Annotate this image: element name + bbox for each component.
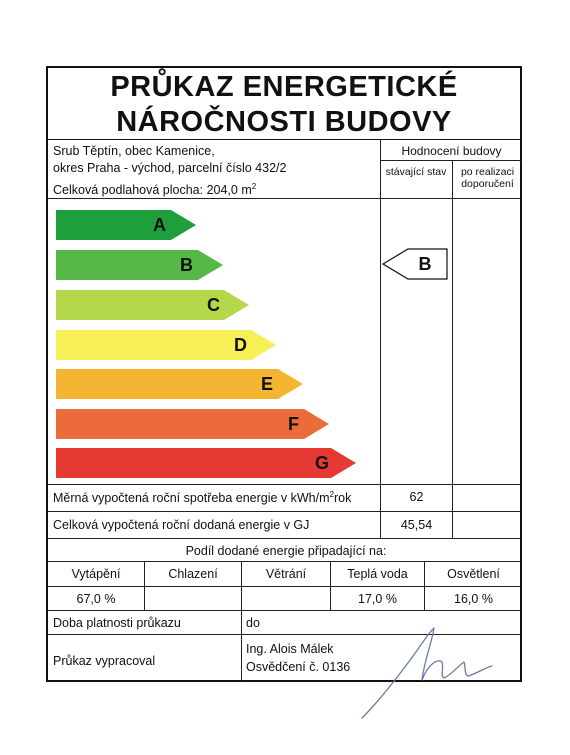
signature-image: [358, 622, 498, 722]
validity-value: do: [246, 616, 260, 630]
share-header-lighting: Osvětlení: [447, 567, 500, 581]
rating-col-current: stávající stav: [385, 166, 447, 178]
author-label: Průkaz vypracoval: [53, 654, 156, 668]
share-header-hot-water: Teplá voda: [347, 567, 408, 581]
rating-header-divider: [380, 160, 522, 161]
class-bar-c: [56, 290, 249, 320]
metrics-middle-divider: [48, 511, 520, 512]
class-letter-c: C: [207, 295, 220, 315]
validity-label: Doba platnosti průkazu: [53, 616, 181, 630]
share-header-heating: Vytápění: [71, 567, 121, 581]
class-bar-a: [56, 210, 196, 240]
class-arrow-c: [56, 290, 249, 320]
building-name-line-2: okres Praha - východ, parcelní číslo 432/2: [53, 161, 287, 175]
floor-area: [53, 182, 256, 197]
rating-subcolumn-divider: [452, 160, 453, 484]
share-values-divider: [48, 586, 520, 587]
specific-label-tail: rok: [333, 491, 352, 506]
share-top-divider: [48, 538, 520, 539]
total-energy-value: 45,54: [400, 518, 433, 532]
title-line-2: NÁROČNOSTI BUDOVY: [116, 106, 452, 138]
class-bar-g: [56, 448, 356, 478]
share-title: Podíl dodané energie připadající na:: [185, 544, 387, 558]
share-value-lighting: 16,0 %: [454, 592, 493, 606]
title-line-1: PRŮKAZ ENERGETICKÉ: [110, 71, 458, 103]
class-arrow-b: [56, 250, 223, 280]
specific-label-sup: 2: [329, 490, 334, 499]
author-certificate: Osvědčení č. 0136: [246, 660, 351, 674]
class-letter-g: G: [315, 453, 330, 473]
specific-consumption-value: 62: [409, 490, 424, 504]
share-header-cooling: Chlazení: [168, 567, 218, 581]
class-bar-b: [56, 250, 223, 280]
total-energy-label: Celková vypočtená roční dodaná energie v GJ: [53, 518, 310, 532]
specific-consumption-label: [53, 490, 351, 505]
class-arrow-d: [56, 330, 276, 360]
class-letter-b: B: [180, 255, 193, 275]
class-letter-f: F: [288, 414, 299, 434]
energy-certificate: [46, 66, 522, 682]
validity-top-divider: [48, 610, 520, 611]
building-name-line-1: Srub Těptín, obec Kamenice,: [53, 144, 215, 158]
share-header-top-divider: [48, 561, 520, 562]
current-class-letter: B: [418, 254, 432, 274]
share-value-hot-water: 17,0 %: [358, 592, 397, 606]
footer-col-divider: [241, 610, 242, 682]
class-letter-d: D: [234, 335, 247, 355]
class-arrow-g: [56, 448, 356, 478]
page-title: [48, 68, 520, 140]
rating-col-after: po realizaci doporučení: [460, 166, 515, 190]
class-arrow-f: [56, 409, 329, 439]
class-arrow-e: [56, 369, 303, 399]
specific-label-text: Měrná vypočtená roční spotřeba energie v kWh/m: [53, 491, 330, 506]
class-arrow-a: [56, 210, 196, 240]
floor-area-text: Celková podlahová plocha: 204,0 m: [53, 183, 252, 198]
class-letter-a: A: [153, 215, 166, 235]
floor-area-unit-sup: 2: [251, 182, 257, 191]
class-letter-e: E: [261, 374, 274, 394]
author-name: Ing. Alois Málek: [246, 642, 334, 656]
rating-header-title: Hodnocení budovy: [401, 144, 502, 158]
share-header-ventilation: Větrání: [265, 567, 307, 581]
metrics-top-divider: [48, 484, 520, 485]
scale-top-divider: [48, 198, 520, 199]
rating-column-divider: [380, 140, 381, 484]
share-value-heating: 67,0 %: [76, 592, 116, 606]
